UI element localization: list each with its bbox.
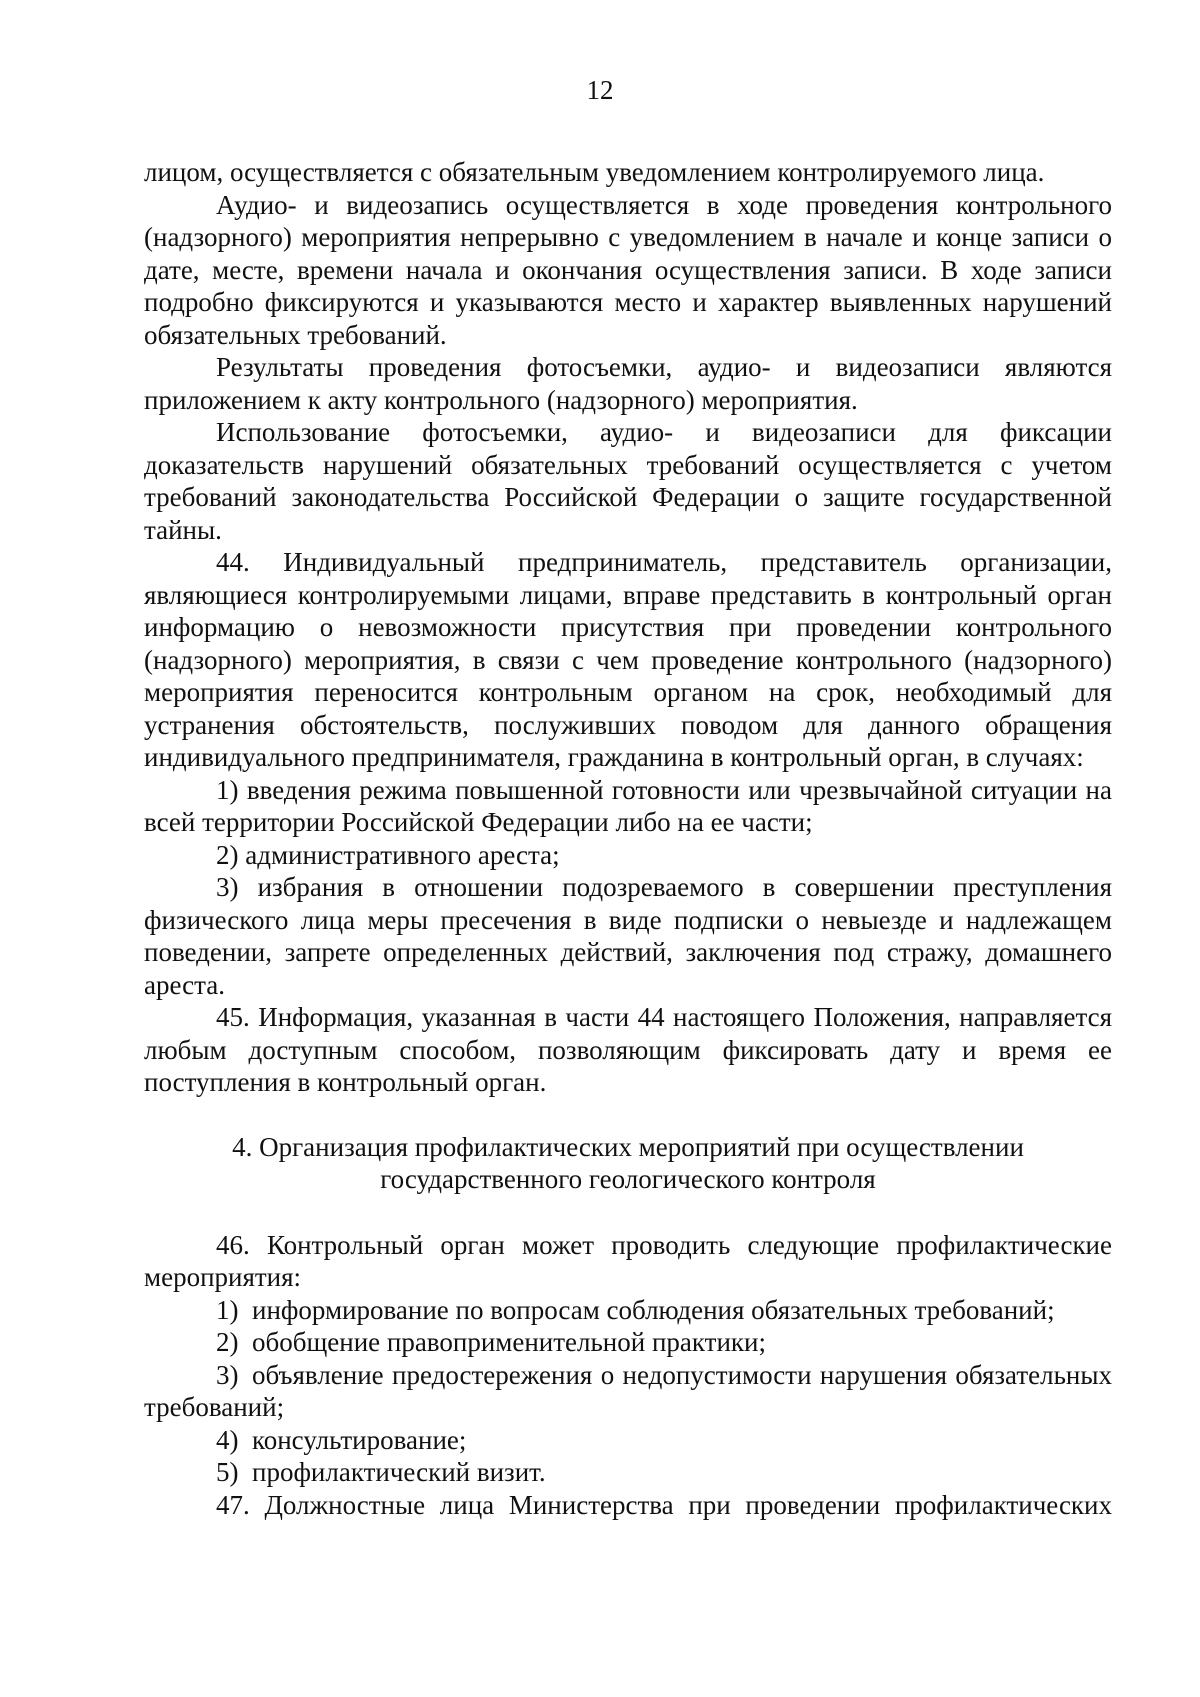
list-item-44-1: 1) введения режима повышенной готовности или чрезвычайной ситуации на всей территории Российской Федерации либо на ее части;: [144, 774, 1112, 837]
section-heading-line-2: государственного геологического контроля: [380, 1164, 876, 1194]
paragraph-item-44: 44. Индивидуальный предприниматель, представитель организации, являющиеся контролируемыми лицами, вправе представить в контрольный орган информацию о невозможности присутствия при проведении контрольного (надзорного) мероприятия, в связи с чем проведение контрольного (надзорного) мероприятия переносится контрольным органом на срок, необходимый для устранения обстоятельств, послуживших поводом для данного обращения индивидуального предпринимателя, гражданина в контрольный орган, в случаях:: [144, 547, 1112, 772]
list-item-46-2: 2) обобщение правоприменительной практики;: [216, 1327, 766, 1357]
list-item-46-1: 1) информирование по вопросам соблюдения обязательных требований;: [216, 1294, 1055, 1325]
paragraph-continuation: лицом, осуществляется с обязательным уведомлением контролируемого лица.: [144, 157, 1045, 187]
paragraph-item-45: 45. Информация, указанная в части 44 настоящего Положения, направляется любым доступным способом, позволяющим фиксировать дату и время ее поступления в контрольный орган.: [144, 1002, 1112, 1097]
paragraph-item-47: 47. Должностные лица Министерства при проведении профилактических: [216, 1489, 1112, 1520]
paragraph-recording-results: Результаты проведения фотосъемки, аудио- и видеозаписи являются приложением к акту контрольного (надзорного) мероприятия.: [144, 352, 1112, 415]
section-heading: [144, 1131, 1112, 1196]
paragraph-recording-usage: Использование фотосъемки, аудио- и видеозаписи для фиксации доказательств нарушений обязательных требований осуществляется с учетом требований законодательства Российской Федерации о защите государственной тайны.: [144, 417, 1112, 545]
list-item-46-3: 3) объявление предостережения о недопустимости нарушения обязательных требований;: [144, 1359, 1112, 1422]
list-item-46-5: 5) профилактический визит.: [216, 1457, 546, 1487]
section-heading-line-1: 4. Организация профилактических мероприятий при осуществлении: [232, 1131, 1024, 1162]
page-number: 12: [586, 75, 614, 105]
list-item-44-3: 3) избрания в отношении подозреваемого в совершении преступления физического лица меры пресечения в виде подписки о невыезде и надлежащем поведении, запрете определенных действий, заключения под стражу, домашнего ареста.: [144, 872, 1112, 1000]
paragraph-audio-video-recording: Аудио- и видеозапись осуществляется в ходе проведения контрольного (надзорного) мероприятия непрерывно с уведомлением в начале и конце записи о дате, месте, времени начала и окончания осуществления записи. В ходе записи подробно фиксируются и указываются место и характер выявленных нарушений обязательных требований.: [144, 189, 1112, 350]
list-item-46-4: 4) консультирование;: [216, 1424, 467, 1455]
paragraph-item-46: 46. Контрольный орган может проводить следующие профилактические мероприятия:: [144, 1229, 1112, 1292]
document-body: [144, 156, 1112, 1521]
list-item-44-2: 2) административного ареста;: [216, 839, 560, 870]
